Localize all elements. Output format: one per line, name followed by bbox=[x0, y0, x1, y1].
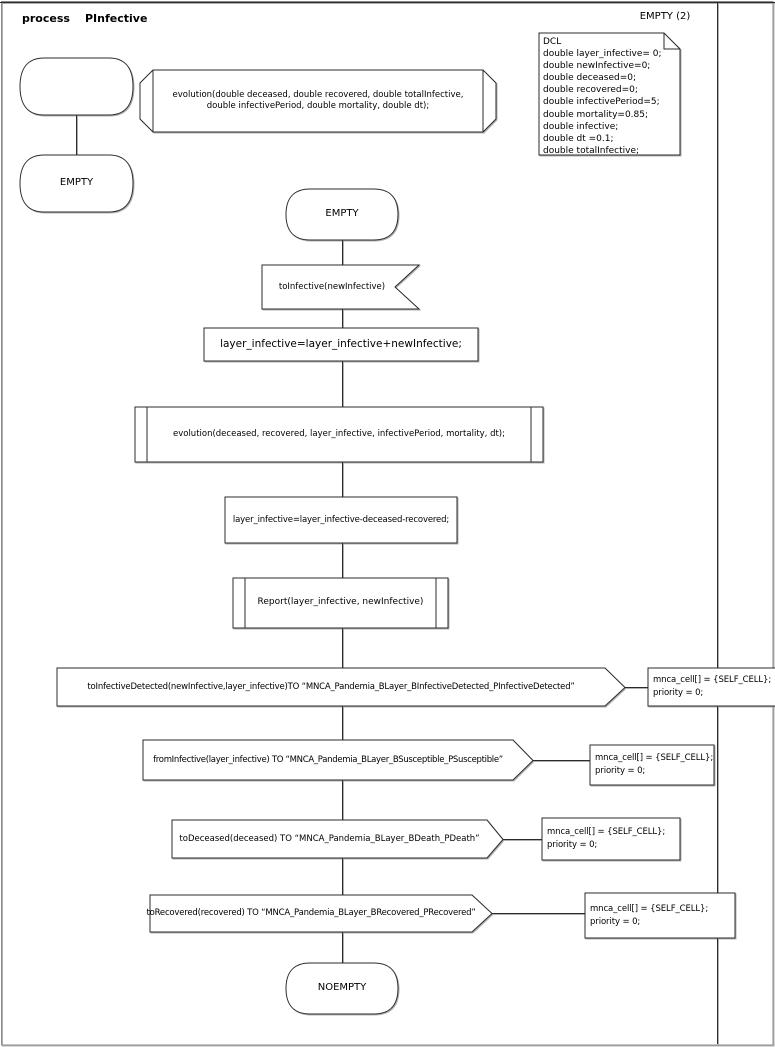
state-empty-label: EMPTY bbox=[325, 208, 359, 220]
dcl-line: double layer_infective= 0; bbox=[543, 49, 662, 60]
annotation-line: mnca_cell[] = {SELF_CELL}; bbox=[590, 903, 709, 914]
annotation-text-1 bbox=[648, 668, 775, 706]
dcl-line: double dt =0.1; bbox=[543, 133, 614, 144]
procedure-call-evolution-label: evolution(deceased, recovered, layer_infective, infectivePeriod, mortality, dt); bbox=[172, 429, 505, 440]
dcl-line: double totalInfective; bbox=[543, 145, 640, 156]
annotation-text-2 bbox=[590, 745, 714, 785]
procedure-declaration-line: evolution(double deceased, double recovered, double totalInfective, bbox=[172, 90, 464, 101]
annotation-line: mnca_cell[] = {SELF_CELL}; bbox=[547, 827, 666, 837]
start-symbol[interactable] bbox=[20, 58, 133, 115]
dcl-text bbox=[543, 36, 677, 157]
procedure-declaration-label bbox=[156, 70, 480, 132]
task-subtract-label: layer_infective=layer_infective-deceased-recovered; bbox=[232, 514, 450, 525]
process-name-label: PInfective bbox=[85, 12, 148, 26]
input-signal-label: toInfective(newInfective) bbox=[278, 281, 386, 292]
output-toinfectivedetected-label: toInfectiveDetected(newInfective,layer_infective)TO “MNCA_Pandemia_BLayer_BInfectiveDetected_PInfectiveDetected” bbox=[87, 681, 575, 692]
page-number-label: EMPTY (2) bbox=[639, 10, 691, 22]
annotation-line: priority = 0; bbox=[595, 766, 646, 776]
dcl-line: DCL bbox=[543, 37, 562, 47]
annotation-line: mnca_cell[] = {SELF_CELL}; bbox=[595, 753, 714, 763]
annotation-text-4 bbox=[585, 893, 735, 938]
dcl-line: double infectivePeriod=5; bbox=[543, 97, 660, 108]
annotation-line: mnca_cell[] = {SELF_CELL}; bbox=[653, 675, 772, 685]
annotation-line: priority = 0; bbox=[590, 916, 641, 927]
dcl-line: double deceased=0; bbox=[543, 73, 637, 84]
dcl-line: double newInfective=0; bbox=[543, 61, 651, 72]
state-noempty-label: NOEMPTY bbox=[317, 982, 367, 994]
annotation-text-3 bbox=[542, 818, 680, 860]
dcl-line: double recovered=0; bbox=[543, 85, 638, 96]
dcl-line: double mortality=0.85; bbox=[543, 109, 649, 120]
dcl-line: double infective; bbox=[543, 121, 619, 132]
annotation-line: priority = 0; bbox=[653, 688, 704, 698]
output-torecovered-label: toRecovered(recovered) TO “MNCA_Pandemia_BLayer_BRecovered_PRecovered” bbox=[146, 908, 476, 919]
output-frominfective-label: fromInfective(layer_infective) TO “MNCA_Pandemia_BLayer_BSusceptible_PSusceptible” bbox=[153, 754, 503, 765]
process-kind-label: process bbox=[22, 12, 70, 26]
state-empty-definition-label: EMPTY bbox=[59, 177, 94, 189]
annotation-line: priority = 0; bbox=[547, 840, 598, 850]
procedure-call-report-label: Report(layer_infective, newInfective) bbox=[257, 597, 424, 608]
procedure-declaration-line: double infectivePeriod, double mortality, double dt); bbox=[206, 101, 430, 111]
task-add-label: layer_infective=layer_infective+newInfective; bbox=[220, 337, 462, 350]
output-todeceased-label: toDeceased(deceased) TO “MNCA_Pandemia_BLayer_BDeath_PDeath” bbox=[179, 833, 480, 844]
